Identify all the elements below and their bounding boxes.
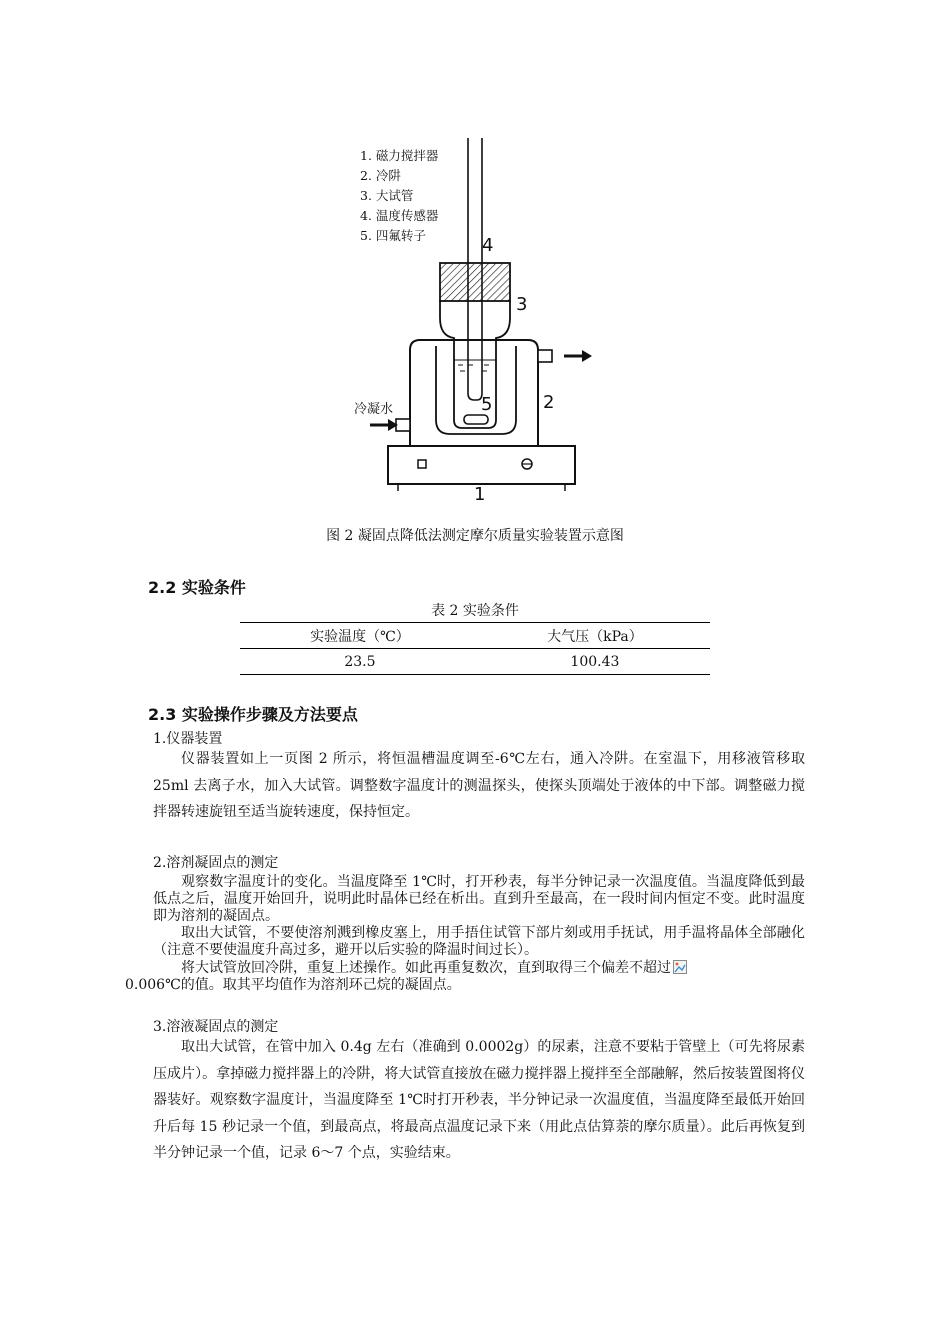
paragraph-text: 将大试管放回冷阱，重复上述操作。如此再重复数次，直到取得三个偏差不超过 [181,960,671,976]
paragraph-solvent-3 [125,960,805,994]
paragraph-solvent-2: 取出大试管，不要使溶剂溅到橡皮塞上，用手捂住试管下部片刻或用手抚试，用手温将晶体全部融化（注意不要使温度升高过多，避开以后实验的降温时间过长）。 [153,925,805,958]
legend-item: 4. 温度传感器 [360,208,439,223]
label-4: 4 [482,235,494,256]
cold-water-label: 冷凝水 [354,402,394,417]
subsection-title-2: 2.溶剂凝固点的测定 [153,855,279,871]
section-heading-2-3: 2.3 实验操作步骤及方法要点 [148,705,358,724]
label-5: 5 [481,394,493,415]
rubber-stopper [440,263,510,301]
paragraph-solvent-1: 观察数字温度计的变化。当温度降至 1℃时，打开秒表，每半分钟记录一次温度值。当温度降低到最低点之后，温度开始回升，说明此时晶体已经在析出。直到升至最高，在一段时间内恒定不变。此时温度即为溶剂的凝固点。 [153,874,805,924]
stir-bar [464,415,488,424]
subsection-title-1: 1.仪器装置 [153,731,223,747]
figure-legend [360,146,438,246]
stirrer-base [388,446,575,484]
paragraph-text: 0.006℃的值。取其平均值作为溶剂环己烷的凝固点。 [125,977,461,993]
paragraph-apparatus: 仪器装置如上一页图 2 所示，将恒温槽温度调至-6℃左右，通入冷阱。在室温下，用移液管移取 25ml 去离子水，加入大试管。调整数字温度计的测温探头，使探头顶端处于液体的中下部。调整磁力搅拌器转速旋钮至适当旋转速度，保持恒定。 [153,751,805,820]
legend-item: 1. 磁力搅拌器 [360,148,439,163]
legend-item: 5. 四氟转子 [360,228,426,243]
label-1: 1 [474,484,486,505]
table-cell: 23.5 [240,649,480,675]
large-test-tube [440,300,510,428]
legend-item: 2. 冷阱 [360,168,401,183]
table-caption: 表 2 实验条件 [431,603,519,619]
subsection-title-3: 3.溶液凝固点的测定 [153,1019,279,1035]
column-header: 实验温度（℃） [240,623,480,649]
cold-trap [410,340,538,446]
conditions-table [240,622,710,675]
column-header: 大气压（kPa） [480,623,710,649]
paragraph-solution: 取出大试管，在管中加入 0.4g 左右（准确到 0.0002g）的尿素，注意不要粘于管壁上（可先将尿素压成片）。拿掉磁力搅拌器上的冷阱，将大试管直接放在磁力搅拌器上搅拌至全部融解，然后按装置图将仪器装好。观察数字温度计，当温度降至 1℃时打开秒表，半分钟记录一次温度值，当温度降至最低开始回升后每 15 秒记录一个值，到最高点，将最高点温度记录下来（用此点估算萘的摩尔质量）。此后再恢复到半分钟记录一个值，记录 6～7 个点，实验结束。 [153,1039,805,1161]
section-heading-2-2: 2.2 实验条件 [148,578,246,597]
table-cell: 100.43 [480,649,710,675]
broken-image-icon [673,960,687,974]
label-3: 3 [516,294,528,315]
table-row [240,649,710,675]
label-2: 2 [543,392,555,413]
legend-item: 3. 大试管 [360,188,414,203]
figure-caption: 图 2 凝固点降低法测定摩尔质量实验装置示意图 [326,528,624,544]
